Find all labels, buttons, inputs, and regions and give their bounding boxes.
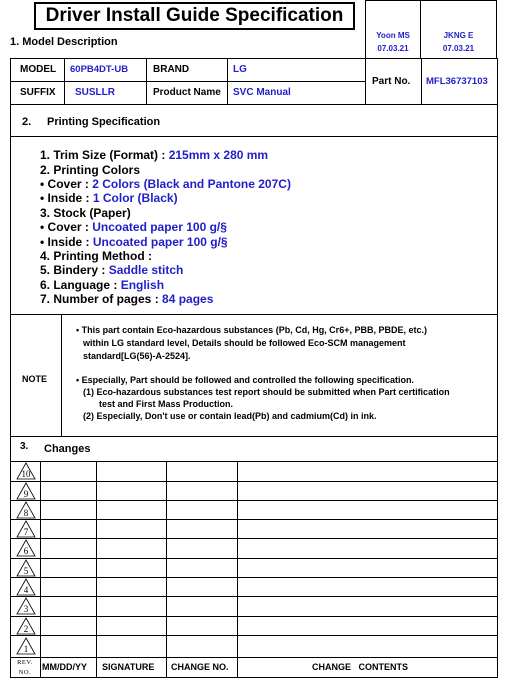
spec-line: • Cover : Uncoated paper 100 g/§ [40, 220, 227, 234]
note-line: • This part contain Eco-hazardous substances (Pb, Cd, Hg, Cr6+, PBB, PBDE, etc.) [76, 325, 427, 335]
spec-line: 1. Trim Size (Format) : 215mm x 280 mm [40, 148, 269, 162]
section-2-label: Printing Specification [47, 116, 161, 128]
signature-column-label: SIGNATURE [102, 662, 155, 672]
revision-number: 8 [23, 508, 29, 518]
change-contents-column-label: CHANGE CONTENTS [312, 662, 409, 672]
approval-date-1: 07.03.21 [377, 44, 409, 53]
part-no-value: MFL36737103 [426, 76, 488, 87]
revision-number: 5 [23, 566, 29, 576]
section-1-label: 1. Model Description [10, 36, 118, 48]
note-label: NOTE [22, 374, 48, 384]
document-title: Driver Install Guide Specification [34, 2, 355, 30]
spec-line: 4. Printing Method : [40, 249, 152, 263]
spec-line: 3. Stock (Paper) [40, 206, 131, 220]
note-line: within LG standard level, Details should be followed Eco-SCM management [83, 338, 406, 348]
note-line: (2) Especially, Don't use or contain lead(Pb) and cadmium(Cd) in ink. [83, 411, 377, 421]
date-column-label: MM/DD/YY [42, 662, 87, 672]
note-line: (1) Eco-hazardous substances test report should be submitted when Part certification [83, 387, 450, 397]
section-3-label: Changes [44, 443, 91, 455]
model-label: MODEL [20, 64, 57, 75]
spec-line: • Inside : Uncoated paper 100 g/§ [40, 235, 228, 249]
revision-number: 4 [23, 585, 29, 595]
suffix-value: SUSLLR [75, 87, 115, 98]
note-line: • Especially, Part should be followed and controlled the following specification. [76, 375, 415, 385]
revision-number: 9 [23, 489, 29, 499]
approval-date-2: 07.03.21 [442, 44, 475, 53]
approval-name-1: Yoon MS [376, 31, 410, 40]
part-no-label: Part No. [372, 76, 411, 87]
rev-no-label: REV. NO. [17, 659, 33, 676]
model-value: 60PB4DT-UB [70, 64, 129, 75]
revision-number: 7 [23, 527, 29, 537]
product-name-value: SVC Manual [233, 87, 291, 98]
product-name-label: Product Name [153, 87, 221, 98]
approval-name-2: JKNG E [443, 31, 474, 40]
note-line: standard[LG(56)-A-2524]. [83, 351, 191, 361]
note-line: test and First Mass Production. [99, 399, 234, 409]
brand-value: LG [233, 64, 247, 75]
spec-line: 5. Bindery : Saddle stitch [40, 263, 184, 277]
approval-box-1 [365, 0, 421, 59]
spec-line: • Inside : 1 Color (Black) [40, 191, 178, 205]
approval-box-2 [420, 0, 497, 59]
revision-number: 1 [23, 644, 29, 654]
section-2-number: 2. [22, 116, 32, 128]
revision-number: 3 [23, 604, 29, 614]
spec-line: • Cover : 2 Colors (Black and Pantone 207C) [40, 177, 291, 191]
change-no-column-label: CHANGE NO. [171, 662, 229, 672]
revision-number: 6 [23, 546, 29, 556]
brand-label: BRAND [153, 64, 190, 75]
revision-number: 10 [21, 469, 31, 479]
revision-number: 2 [23, 624, 29, 634]
spec-line: 7. Number of pages : 84 pages [40, 292, 214, 306]
spec-line: 6. Language : English [40, 278, 165, 292]
suffix-label: SUFFIX [20, 87, 56, 98]
spec-line: 2. Printing Colors [40, 163, 141, 177]
section-3-number: 3. [20, 441, 29, 452]
